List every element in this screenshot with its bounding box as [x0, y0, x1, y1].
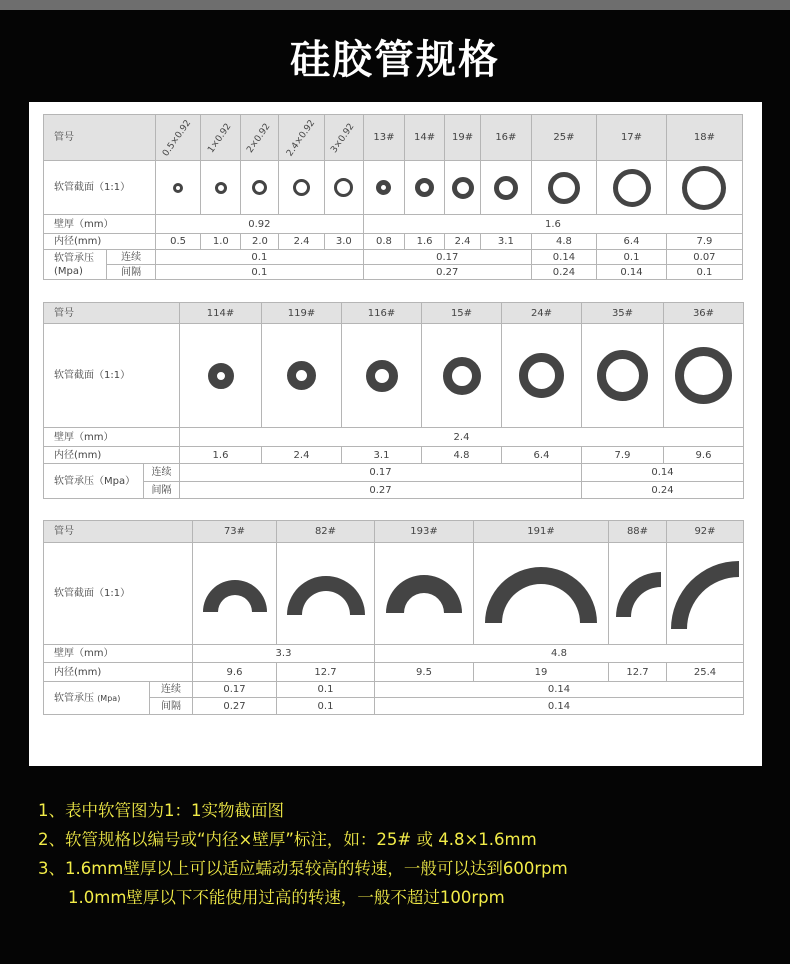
header-cell: 16#: [481, 115, 532, 161]
tube-ring-icon: [366, 360, 398, 392]
tube-section: [180, 324, 262, 428]
tube-arch-icon: [284, 571, 368, 617]
header-cell: 191#: [474, 521, 609, 543]
inner-value: 9.5: [375, 663, 474, 682]
section-label: 软管截面（1:1）: [44, 543, 193, 645]
inner-value: 7.9: [582, 447, 664, 464]
pressure-value: 0.17: [363, 250, 531, 265]
inner-value: 12.7: [277, 663, 375, 682]
tube-ring-icon: [252, 180, 267, 195]
pressure-value: 0.27: [363, 265, 531, 280]
pressure-value: 0.07: [666, 250, 742, 265]
tube-section: [445, 161, 481, 215]
tube-ring-icon: [208, 363, 234, 389]
header-cell: 36#: [664, 303, 744, 324]
tube-section: [262, 324, 342, 428]
pressure-value: 0.17: [180, 464, 582, 482]
wall-label: 壁厚（mm）: [44, 428, 180, 447]
inner-value: 2.4: [279, 234, 324, 250]
pressure-value: 0.1: [277, 682, 375, 698]
tube-arch-icon: [384, 573, 464, 615]
header-cell: 13#: [363, 115, 404, 161]
tube-section: [481, 161, 532, 215]
tube-section: [342, 324, 422, 428]
tube-section: [531, 161, 596, 215]
note-line: 1.0mm壁厚以下不能使用过高的转速，一般不超过100rpm: [68, 888, 505, 907]
section-label: 软管截面（1:1）: [44, 324, 180, 428]
inner-value: 6.4: [597, 234, 667, 250]
inner-value: 25.4: [667, 663, 744, 682]
header-cell: 88#: [609, 521, 667, 543]
header-cell: 116#: [342, 303, 422, 324]
tube-section: [422, 324, 502, 428]
pressure-value: 0.1: [155, 265, 363, 280]
note-line: 2、软管规格以编号或“内径×壁厚”标注，如：25# 或 4.8×1.6mm: [38, 830, 537, 849]
tube-ring-icon: [173, 183, 183, 193]
tube-ring-icon: [215, 182, 227, 194]
tube-section: [597, 161, 667, 215]
header-cell: 1×0.92: [201, 115, 241, 161]
tube-section: [363, 161, 404, 215]
pipe-no-label: 管号: [44, 521, 193, 543]
pressure-value: 0.1: [155, 250, 363, 265]
tube-ring-icon: [494, 176, 518, 200]
tube-section: [502, 324, 582, 428]
inner-label: 内径(mm): [44, 447, 180, 464]
header-cell: 92#: [667, 521, 744, 543]
pressure-value: 0.1: [597, 250, 667, 265]
pressure-value: 0.24: [531, 265, 596, 280]
header-cell: 19#: [445, 115, 481, 161]
pressure-value: 0.17: [193, 682, 277, 698]
pressure-value: 0.14: [375, 698, 744, 715]
spec-table-3: [43, 520, 744, 715]
tube-arch-icon: [669, 557, 741, 631]
tube-section: [667, 543, 744, 645]
pressure-value: 0.1: [666, 265, 742, 280]
continuous-label: 连续: [144, 464, 180, 482]
section-label: 软管截面（1:1）: [44, 161, 156, 215]
pressure-label: 软管承压 (Mpa): [44, 682, 150, 715]
header-cell: 114#: [180, 303, 262, 324]
inner-value: 9.6: [664, 447, 744, 464]
wall-value: 0.92: [155, 215, 363, 234]
intermittent-label: 间隔: [150, 698, 193, 715]
inner-value: 0.8: [363, 234, 404, 250]
tube-section: [155, 161, 200, 215]
spec-sheet: [29, 102, 762, 766]
tube-section: [666, 161, 742, 215]
tube-section: [324, 161, 363, 215]
inner-value: 2.0: [241, 234, 279, 250]
inner-value: 3.1: [481, 234, 532, 250]
header-cell: 35#: [582, 303, 664, 324]
header-cell: 14#: [405, 115, 445, 161]
intermittent-label: 间隔: [107, 265, 156, 280]
wall-label: 壁厚（mm）: [44, 215, 156, 234]
tube-ring-icon: [443, 357, 481, 395]
tube-ring-icon: [376, 180, 391, 195]
inner-value: 9.6: [193, 663, 277, 682]
note-line: 1、表中软管图为1：1实物截面图: [38, 801, 284, 820]
wall-value: 1.6: [363, 215, 742, 234]
intermittent-label: 间隔: [144, 482, 180, 499]
pressure-value: 0.1: [277, 698, 375, 715]
header-cell: 119#: [262, 303, 342, 324]
header-cell: 18#: [666, 115, 742, 161]
pressure-label: 软管承压（Mpa）: [44, 464, 144, 499]
inner-value: 2.4: [262, 447, 342, 464]
spec-table-1: [43, 114, 743, 280]
inner-value: 12.7: [609, 663, 667, 682]
continuous-label: 连续: [150, 682, 193, 698]
tube-ring-icon: [675, 347, 732, 404]
tube-arch-icon: [200, 574, 270, 614]
tube-section: [609, 543, 667, 645]
tube-ring-icon: [682, 166, 726, 210]
continuous-label: 连续: [107, 250, 156, 265]
header-cell: 25#: [531, 115, 596, 161]
tube-ring-icon: [293, 179, 310, 196]
tube-section: [241, 161, 279, 215]
header-cell: 2.4×0.92: [279, 115, 324, 161]
wall-label: 壁厚（mm）: [44, 645, 193, 663]
tube-ring-icon: [597, 350, 648, 401]
top-bar: [0, 0, 790, 10]
tube-ring-icon: [613, 169, 651, 207]
inner-value: 3.0: [324, 234, 363, 250]
tube-arch-icon: [613, 569, 663, 619]
header-cell: 24#: [502, 303, 582, 324]
tube-section: [279, 161, 324, 215]
inner-value: 3.1: [342, 447, 422, 464]
tube-ring-icon: [415, 178, 434, 197]
header-cell: 3×0.92: [324, 115, 363, 161]
inner-value: 1.0: [201, 234, 241, 250]
pressure-value: 0.24: [582, 482, 744, 499]
tube-section: [405, 161, 445, 215]
tube-section: [582, 324, 664, 428]
spec-table-2: [43, 302, 744, 499]
tube-section: [664, 324, 744, 428]
inner-value: 2.4: [445, 234, 481, 250]
tube-section: [201, 161, 241, 215]
tube-ring-icon: [548, 172, 580, 204]
wall-value: 4.8: [375, 645, 744, 663]
inner-value: 0.5: [155, 234, 200, 250]
inner-value: 1.6: [180, 447, 262, 464]
header-cell: 73#: [193, 521, 277, 543]
tube-arch-icon: [483, 563, 599, 625]
pressure-value: 0.14: [531, 250, 596, 265]
tube-section: [375, 543, 474, 645]
inner-value: 4.8: [531, 234, 596, 250]
tube-section: [193, 543, 277, 645]
tube-section: [277, 543, 375, 645]
notes: [38, 796, 568, 912]
pressure-value: 0.27: [180, 482, 582, 499]
wall-value: 2.4: [180, 428, 744, 447]
header-cell: 0.5×0.92: [155, 115, 200, 161]
pressure-value: 0.14: [597, 265, 667, 280]
inner-value: 4.8: [422, 447, 502, 464]
pipe-no-label: 管号: [44, 115, 156, 161]
tube-ring-icon: [452, 177, 474, 199]
inner-label: 内径(mm): [44, 663, 193, 682]
pressure-label: 软管承压 (Mpa): [44, 250, 107, 280]
header-cell: 15#: [422, 303, 502, 324]
pipe-no-label: 管号: [44, 303, 180, 324]
header-cell: 193#: [375, 521, 474, 543]
inner-value: 19: [474, 663, 609, 682]
header-cell: 82#: [277, 521, 375, 543]
header-cell: 2×0.92: [241, 115, 279, 161]
inner-value: 6.4: [502, 447, 582, 464]
wall-value: 3.3: [193, 645, 375, 663]
inner-value: 7.9: [666, 234, 742, 250]
tube-section: [474, 543, 609, 645]
pressure-value: 0.27: [193, 698, 277, 715]
pressure-value: 0.14: [582, 464, 744, 482]
inner-value: 1.6: [405, 234, 445, 250]
inner-label: 内径(mm): [44, 234, 156, 250]
tube-ring-icon: [334, 178, 353, 197]
tube-ring-icon: [519, 353, 564, 398]
page-title: 硅胶管规格: [290, 37, 500, 83]
note-line: 3、1.6mm壁厚以上可以适应蠕动泵较高的转速，一般可以达到600rpm: [38, 859, 568, 878]
header-cell: 17#: [597, 115, 667, 161]
pressure-value: 0.14: [375, 682, 744, 698]
tube-ring-icon: [287, 361, 316, 390]
